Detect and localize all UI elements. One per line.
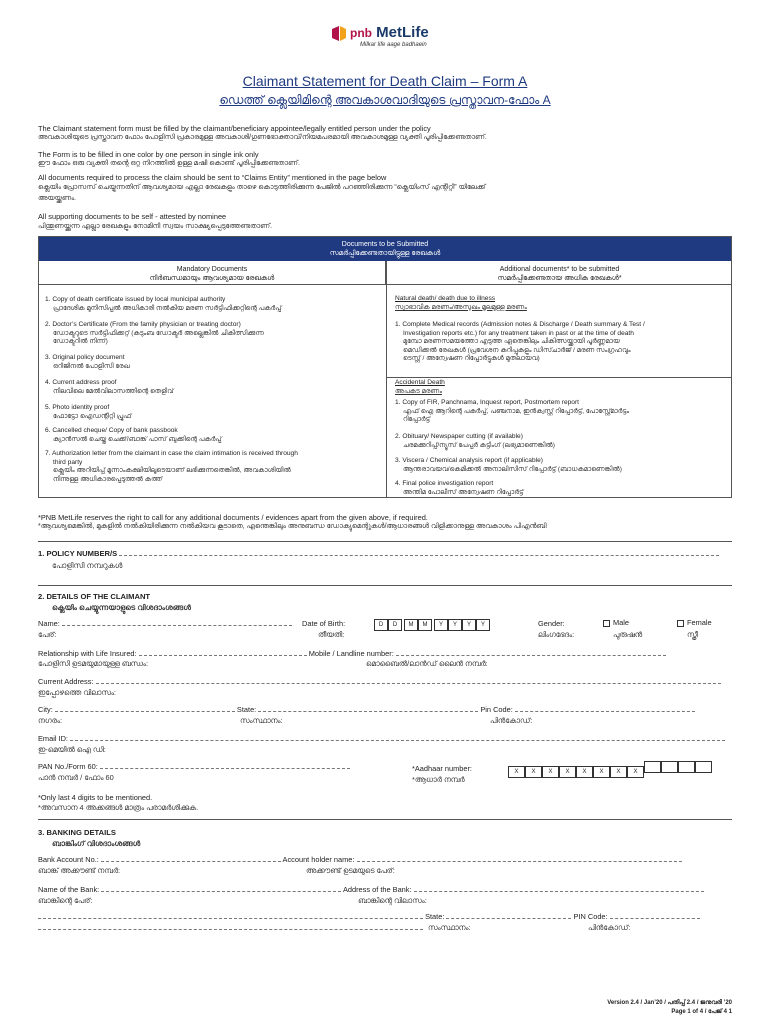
- mandatory-item-7: [45, 450, 298, 484]
- accidental-item-4: [395, 480, 523, 497]
- accidental-item-2: [395, 433, 555, 450]
- documents-header-label-ml: സമർപ്പിക്കേണ്ടതായിട്ടുള്ള രേഖകൾ: [329, 250, 441, 257]
- bank-address-cont-field[interactable]: [38, 913, 423, 919]
- additional-title: Additional documents* to be submitted: [499, 266, 620, 273]
- city-label: City:: [38, 705, 53, 714]
- accidental-item-3-ml: ആന്തരാവയവ/കെമിക്കൽ അനാലിസിസ് റിപ്പോർട്ട് (ബാധകമാണെങ്കിൽ): [403, 465, 622, 473]
- natural-item-1-ml: മുമ്പോ മരണസമയത്തോ എടുത്ത ഏതെങ്കിലും ചികിത്സയ്ക്കായി പൂർണ്ണമായ: [403, 338, 620, 345]
- male-label: Male: [613, 618, 630, 627]
- mobile-label-ml: മൊബൈൽ/ലാൻഡ് ലൈൻ നമ്പർ:: [366, 659, 488, 668]
- pan-label: PAN No./Form 60:: [38, 762, 98, 771]
- aadhaar-boxes[interactable]: [508, 761, 712, 778]
- male-checkbox[interactable]: [603, 620, 610, 627]
- form-title: Claimant Statement for Death Claim – Form A: [242, 73, 528, 89]
- mandatory-header: [39, 261, 386, 285]
- dob-box[interactable]: Y: [462, 619, 476, 631]
- mandatory-item-3-ml: ഒറിജിനൽ പോളിസി രേഖ: [53, 362, 130, 370]
- mandatory-item-2: [45, 321, 264, 347]
- bank-pin-field[interactable]: [610, 913, 700, 919]
- version-label: Version 2.4 / Jan’20 / പതിപ്പ് 2.4 / ജനുവരി ’20: [607, 1000, 732, 1006]
- pan-field[interactable]: [100, 763, 350, 769]
- bank-state-row: [38, 912, 700, 921]
- bank-state-field[interactable]: [446, 913, 571, 919]
- female-label: Female: [687, 618, 712, 627]
- male-option[interactable]: [603, 618, 629, 627]
- section-rule: [38, 541, 732, 542]
- policy-number-field[interactable]: [119, 550, 719, 556]
- brand-tagline: Milkar life aage badhaein: [360, 42, 427, 48]
- mobile-field[interactable]: [396, 650, 666, 656]
- accidental-item-3: [395, 457, 622, 474]
- bank-address-cont-ml: [38, 923, 423, 932]
- email-row: [38, 734, 725, 743]
- accidental-title-ml: അപകട മരണം: [395, 387, 442, 395]
- dob-box[interactable]: D: [388, 619, 402, 631]
- account-number-field[interactable]: [101, 856, 281, 862]
- email-label: Email ID:: [38, 734, 68, 743]
- pnb-metlife-logo: [330, 22, 450, 58]
- pan-label-ml: പാൻ നമ്പർ / ഫോം 60: [38, 773, 114, 782]
- instruction-4-ml: പിന്തുണയ്ക്കുന്ന എല്ലാ രേഖകളും നോമിനി സ്വയം സാക്ഷ്യപ്പെടുത്തേണ്ടതാണ്.: [38, 223, 273, 230]
- claimant-section-title: 2. DETAILS OF THE CLAIMANT: [38, 592, 151, 601]
- page-number: Page 1 of 4 / പേജ് 4 1: [671, 1009, 732, 1015]
- aadhaar-box[interactable]: [644, 761, 661, 773]
- dob-box[interactable]: Y: [448, 619, 462, 631]
- policy-number-label-ml: പോളിസി നമ്പറുകൾ: [52, 561, 123, 570]
- account-number-label: Bank Account No.:: [38, 855, 99, 864]
- name-row: [38, 619, 292, 628]
- relationship-label-ml: പോളിസി ഉടമയുമായുള്ള ബന്ധം:: [38, 659, 149, 668]
- relationship-label: Relationship with Life Insured:: [38, 649, 137, 658]
- pin-label-ml: പിൻകോഡ്:: [490, 716, 533, 725]
- instruction-2-ml: ഈ ഫോം ഒരു വ്യക്തി തന്റെ ഒറ്റ നിറത്തിൽ ഉള്ള മഷി കൊണ്ട് പൂരിപ്പിക്കേണ്ടതാണ്.: [38, 160, 300, 167]
- aadhaar-note: *Only last 4 digits to be mentioned.: [38, 793, 153, 802]
- bank-pin-label: PIN Code:: [573, 912, 608, 921]
- mandatory-item-4-en: 4. Current address proof: [45, 379, 117, 386]
- female-checkbox[interactable]: [677, 620, 684, 627]
- natural-item-1-ml3: ടെസ്റ്റ് / അന്വേഷണ റിപ്പോർട്ടുകൾ മുതലായവ): [403, 355, 540, 362]
- bank-address-field[interactable]: [414, 886, 704, 892]
- instruction-3: All documents required to process the claim should be sent to “Claims Entity” mentioned in the page below: [38, 173, 387, 182]
- claimant-section-title-ml: ക്ലെയിം ചെയ്യുന്നയാളുടെ വിശദാംശങ്ങൾ: [52, 603, 191, 612]
- dob-label: Date of Birth:: [302, 619, 346, 628]
- pan-row: [38, 762, 350, 771]
- mandatory-item-7-en2: third party: [53, 458, 83, 466]
- mandatory-item-4: [45, 379, 174, 396]
- aadhaar-box[interactable]: X: [508, 766, 525, 778]
- instruction-1: The Claimant statement form must be filled by the claimant/beneficiary appointee/legally entitled person under the policy: [38, 124, 431, 133]
- aadhaar-note-ml: *അവസാന 4 അക്കങ്ങൾ മാത്രം പരാമർശിക്കുക.: [38, 803, 199, 812]
- female-option[interactable]: [677, 618, 712, 627]
- natural-item-1-en2: Investigation reports etc.) for any treatment taken in past or at the time of death: [403, 329, 634, 337]
- instruction-4: All supporting documents to be self - attested by nominee: [38, 212, 227, 221]
- accidental-death-heading: [395, 379, 445, 396]
- mandatory-item-1-ml: പ്രാദേശിക മുനിസിപ്പൽ അധികാരി നൽകിയ മരണ സർട്ടിഫിക്കറ്റിന്റെ പകർപ്പ്: [53, 304, 282, 312]
- gender-label: Gender:: [538, 619, 565, 628]
- account-number-label-ml: ബാങ്ക് അക്കൗണ്ട് നമ്പർ:: [38, 866, 121, 875]
- accidental-item-4-en: 4. Final police investigation report: [395, 480, 494, 487]
- dob-box[interactable]: D: [374, 619, 388, 631]
- address-label: Current Address:: [38, 677, 94, 686]
- account-holder-field[interactable]: [357, 856, 682, 862]
- mandatory-item-6-en: 6. Cancelled cheque/ Copy of bank passbook: [45, 427, 178, 434]
- dob-label-ml: തീയതി:: [318, 630, 345, 639]
- additional-docs-note-ml: *ആവശ്യമെങ്കിൽ, മുകളിൽ നൽകിയിരിക്കുന്ന നൽകിയവ കൂടാതെ, എന്തെങ്കിലും അനുബന്ധ ഡോക്യുമെന്റുകൾ/ആധാരങ്ങൾ വിളിക്കാനുള്ള അവകാശം പിഎൻബി: [38, 523, 547, 530]
- aadhaar-box[interactable]: X: [559, 766, 576, 778]
- dob-box[interactable]: M: [418, 619, 432, 631]
- aadhaar-box[interactable]: [678, 761, 695, 773]
- documents-table-header: [39, 237, 731, 261]
- bank-name-label-ml: ബാങ്കിന്റെ പേര്:: [38, 896, 93, 905]
- dob-box[interactable]: M: [404, 619, 418, 631]
- pin-field[interactable]: [515, 706, 695, 712]
- account-holder-label-ml: അക്കൗണ്ട് ഉടമയുടെ പേര്:: [306, 866, 395, 875]
- state-field[interactable]: [258, 706, 478, 712]
- mandatory-item-1-en: 1. Copy of death certificate issued by local municipal authority: [45, 296, 226, 303]
- city-label-ml: നഗരം:: [38, 716, 63, 725]
- form-title-ml: ഡെത്ത് ക്ലെയിമിന്റെ അവകാശവാദിയുടെ പ്രസ്താവന-ഫോം A: [219, 93, 551, 107]
- mandatory-title-ml: നിർബന്ധമായും ആവശ്യമായ രേഖകൾ: [149, 275, 275, 282]
- instruction-2: The Form is to be filled in one color by one person in single ink only: [38, 150, 259, 159]
- aadhaar-box[interactable]: [695, 761, 712, 773]
- mandatory-item-5-en: 5. Photo identity proof: [45, 404, 110, 411]
- aadhaar-box[interactable]: X: [610, 766, 627, 778]
- mandatory-item-7-en: 7. Authorization letter from the claimant in case the claim intimation is received through: [45, 450, 298, 457]
- mandatory-title: Mandatory Documents: [176, 266, 248, 273]
- column-divider: [386, 261, 387, 497]
- dob-box[interactable]: Y: [476, 619, 490, 631]
- banking-section-title: 3. BANKING DETAILS: [38, 828, 116, 837]
- mandatory-item-3: [45, 354, 130, 371]
- additional-title-ml: സമർപ്പിക്കേണ്ടതായ അധിക രേഖകൾ*: [497, 275, 622, 282]
- aadhaar-label-ml: *ആധാർ നമ്പർ: [412, 775, 465, 784]
- bank-name-row: [38, 885, 704, 894]
- mandatory-item-4-ml: നിലവിലെ മേൽവിലാസത്തിന്റെ തെളിവ്: [53, 387, 174, 395]
- pnb-logo-icon: [330, 25, 348, 43]
- state-label-ml: സംസ്ഥാനം:: [240, 716, 283, 725]
- accidental-item-1-en: 1. Copy of FIR, Panchnama, Inquest report, Postmortem report: [395, 399, 579, 406]
- male-label-ml: പുരുഷൻ: [613, 630, 643, 639]
- accidental-item-1: [395, 399, 629, 425]
- bank-address-label-ml: ബാങ്കിന്റെ വിലാസം:: [358, 896, 427, 905]
- policy-number-label-text: 1. POLICY NUMBER/S: [38, 549, 118, 558]
- bank-name-field[interactable]: [101, 886, 341, 892]
- natural-title: Natural death/ death due to illness: [395, 295, 496, 302]
- mobile-label: Mobile / Landline number:: [308, 649, 394, 658]
- relationship-row: [38, 649, 666, 658]
- bank-name-label: Name of the Bank:: [38, 885, 100, 894]
- bank-state-label: State:: [425, 912, 445, 921]
- accidental-item-4-ml: അന്തിമ പോലീസ് അന്വേഷണ റിപ്പോർട്ട്: [403, 488, 524, 496]
- female-label-ml: സ്ത്രീ: [687, 630, 699, 639]
- dob-box[interactable]: Y: [434, 619, 448, 631]
- name-field[interactable]: [62, 620, 292, 626]
- dash-line: [38, 924, 423, 930]
- aadhaar-box[interactable]: X: [627, 766, 644, 778]
- policy-number-label: [38, 549, 719, 558]
- account-row: [38, 855, 682, 864]
- mandatory-item-7-ml2: നിന്നുള്ള അധികാരപ്പെടുത്തൽ കത്ത്: [53, 475, 163, 483]
- dob-boxes[interactable]: [374, 619, 490, 631]
- accidental-item-1-ml: എഫ് ഐ ആറിന്റെ പകർപ്പ്, പഞ്ചനാമ, ഇൻക്വസ്റ്റ് റിപ്പോർട്ട്, പോസ്റ്റ്മോർട്ടം: [403, 407, 630, 415]
- aadhaar-label: *Aadhaar number:: [412, 764, 472, 773]
- documents-header-label: Documents to be Submitted: [341, 241, 429, 248]
- gender-label-ml: ലിംഗഭേദം:: [538, 630, 575, 639]
- address-row: [38, 677, 721, 686]
- mandatory-item-6-ml: ക്യാൻസൽ ചെയ്ത ചെക്ക്/ബാങ്ക് പാസ് ബുക്കിന്റെ പകർപ്പ്: [53, 435, 222, 443]
- additional-docs-note: *PNB MetLife reserves the right to call for any additional documents / evidences apart from the given above, if required.: [38, 513, 428, 522]
- instruction-1-ml: അവകാശിയുടെ പ്രസ്താവന ഫോം പോളിസി പ്രകാരമുള്ള അവകാശി/ഗുണഭോക്താവ്/നിയമപരമായി അവകാശമുള്ള വ്യക്തി പൂരിപ്പിക്കേണ്ടതാണ്.: [38, 134, 487, 141]
- mandatory-item-2-ml2: ഡോക്ടറിൽ നിന്ന്): [53, 338, 108, 345]
- mandatory-item-3-en: 3. Original policy document: [45, 354, 125, 361]
- mandatory-item-5-ml: ഫോട്ടോ ഐഡന്റിറ്റി പ്രൂഫ്: [53, 412, 132, 420]
- accidental-item-2-en: 2. Obituary/ Newspaper cutting (if available): [395, 433, 523, 440]
- name-label-ml: പേര്:: [38, 630, 57, 639]
- section-rule: [38, 819, 732, 820]
- section-rule: [38, 585, 732, 586]
- bank-state-label-ml: സംസ്ഥാനം:: [428, 923, 471, 932]
- bank-pin-label-ml: പിൻകോഡ്:: [588, 923, 631, 932]
- mandatory-item-5: [45, 404, 131, 421]
- natural-item-1-ml2: മെഡിക്കൽ രേഖകൾ (പ്രവേശന കുറിപ്പുകളും ഡിസ്ചാർജ് / മരണ സംഗ്രഹവും: [403, 346, 631, 354]
- accidental-item-3-en: 3. Viscera / Chemical analysis report (if applicable): [395, 457, 543, 464]
- relationship-field[interactable]: [139, 650, 307, 656]
- aadhaar-box[interactable]: X: [576, 766, 593, 778]
- email-field[interactable]: [70, 735, 725, 741]
- natural-item-1-en: 1. Complete Medical records (Admission notes & Discharge / Death summary & Test /: [395, 321, 645, 328]
- instruction-3-ml2: അയയ്ക്കണം.: [38, 195, 76, 202]
- natural-title-ml: സ്വാഭാവിക മരണം/അസുഖം മൂലമുള്ള മരണം: [395, 303, 527, 311]
- pin-label: Pin Code:: [480, 705, 513, 714]
- city-row: [38, 705, 695, 714]
- right-section-divider: [387, 377, 732, 378]
- aadhaar-box[interactable]: X: [542, 766, 559, 778]
- banking-section-title-ml: ബാങ്കിംഗ് വിശദാംശങ്ങൾ: [52, 839, 141, 848]
- aadhaar-box[interactable]: X: [525, 766, 542, 778]
- city-field[interactable]: [55, 706, 235, 712]
- account-holder-label: Account holder name:: [282, 855, 355, 864]
- mandatory-item-7-ml: ക്ലെയിം അറിയിപ്പ് മൂന്നാംകക്ഷിയിലൂടെയാണ് ലഭിക്കുന്നതെങ്കിൽ, അവകാശിയിൽ: [53, 467, 291, 474]
- bank-address-label: Address of the Bank:: [342, 885, 412, 894]
- natural-item-1: [395, 321, 645, 364]
- mandatory-item-2-ml: ഡോക്ടറുടെ സർട്ടിഫിക്കറ്റ് (കുടുംബ ഡോക്ടർ അല്ലെങ്കിൽ ചികിത്സിക്കുന്ന: [53, 329, 264, 337]
- email-label-ml: ഇ-മെയിൽ ഐ ഡി:: [38, 745, 106, 754]
- accidental-title: Accidental Death: [395, 379, 445, 386]
- documents-table: [38, 236, 732, 498]
- accidental-item-1-ml2: റിപ്പോർട്ട്: [403, 416, 431, 423]
- instruction-3-ml: ക്ലെയിം പ്രോസസ് ചെയ്യുന്നതിന് ആവശ്യമായ എല്ലാ രേഖകളും താഴെ കൊടുത്തിരിക്കുന്ന പേജിൽ പറഞ്ഞിരിക്കുന്ന “ക്ലെയിംസ് എന്റിറ്റി” യിലേക്ക്: [38, 184, 486, 191]
- mandatory-item-1: [45, 296, 282, 313]
- natural-death-heading: [395, 295, 527, 312]
- address-label-ml: ഇപ്പോഴത്തെ വിലാസം:: [38, 688, 116, 697]
- address-field[interactable]: [96, 678, 721, 684]
- mandatory-item-6: [45, 427, 222, 444]
- state-label: State:: [236, 705, 257, 714]
- mandatory-item-2-en: 2. Doctor’s Certificate (From the family physician or treating doctor): [45, 321, 241, 328]
- name-label: Name:: [38, 619, 60, 628]
- additional-header: [387, 261, 732, 285]
- accidental-item-2-ml: ചരമക്കുറിപ്പ്/ന്യൂസ് പേപ്പർ കട്ടിംഗ് (ലഭ്യമാണെങ്കിൽ): [403, 441, 555, 449]
- brand-name: pnb MetLife: [350, 24, 429, 41]
- aadhaar-box[interactable]: X: [593, 766, 610, 778]
- aadhaar-box[interactable]: [661, 761, 678, 773]
